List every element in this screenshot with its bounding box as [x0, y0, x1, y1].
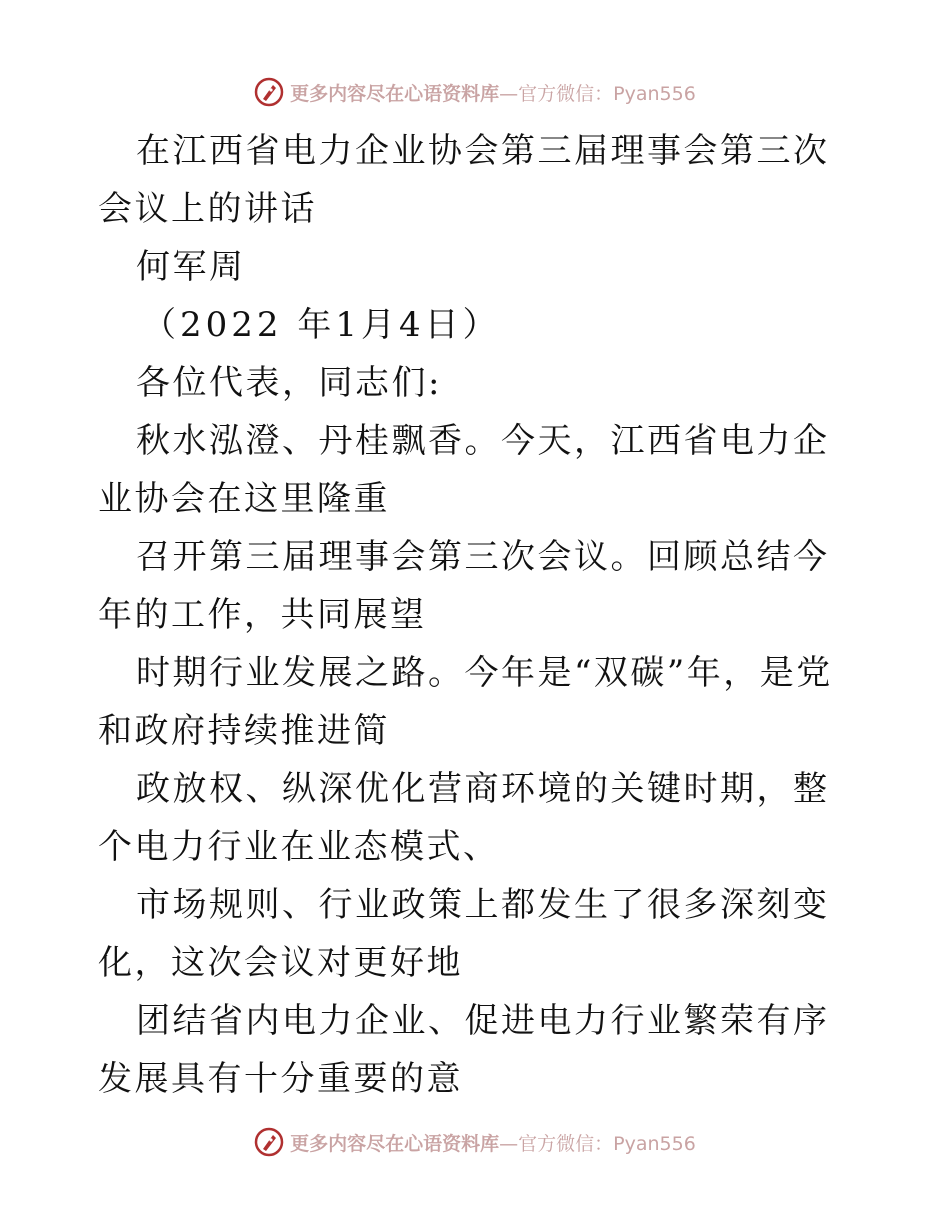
watermark-wechat: —官方微信：Pyan556 [499, 1132, 696, 1155]
speech-title: 在江西省电力企业协会第三届理事会第三次会议上的讲话 [98, 131, 830, 229]
watermark-text: 更多内容尽在心语资料库 [290, 1132, 500, 1155]
body-paragraph: 市场规则、行业政策上都发生了很多深刻变化，这次会议对更好地 [98, 885, 830, 983]
body-paragraph: 召开第三届理事会第三次会议。回顾总结今年的工作，共同展望 [98, 537, 830, 635]
pen-nib-circle-icon [254, 1127, 284, 1157]
document-body [98, 122, 858, 1108]
pen-nib-circle-icon [254, 77, 284, 107]
body-paragraph: 时期行业发展之路。今年是“双碳”年，是党和政府持续推进简 [98, 653, 833, 751]
speaker-name: 何军周 [136, 247, 246, 287]
watermark-wechat: —官方微信：Pyan556 [499, 82, 696, 105]
body-paragraph: 团结省内电力企业、促进电力行业繁荣有序发展具有十分重要的意 [98, 1001, 830, 1099]
speech-date: （2022 年1月4日） [142, 305, 501, 345]
body-paragraph: 政放权、纵深优化营商环境的关键时期，整个电力行业在业态模式、 [98, 769, 830, 867]
watermark-header [0, 72, 950, 112]
body-paragraph: 秋水泓澄、丹桂飘香。今天，江西省电力企业协会在这里隆重 [98, 421, 830, 519]
watermark-footer [0, 1122, 950, 1162]
watermark-text: 更多内容尽在心语资料库 [290, 82, 500, 105]
salutation: 各位代表，同志们: [136, 363, 442, 403]
